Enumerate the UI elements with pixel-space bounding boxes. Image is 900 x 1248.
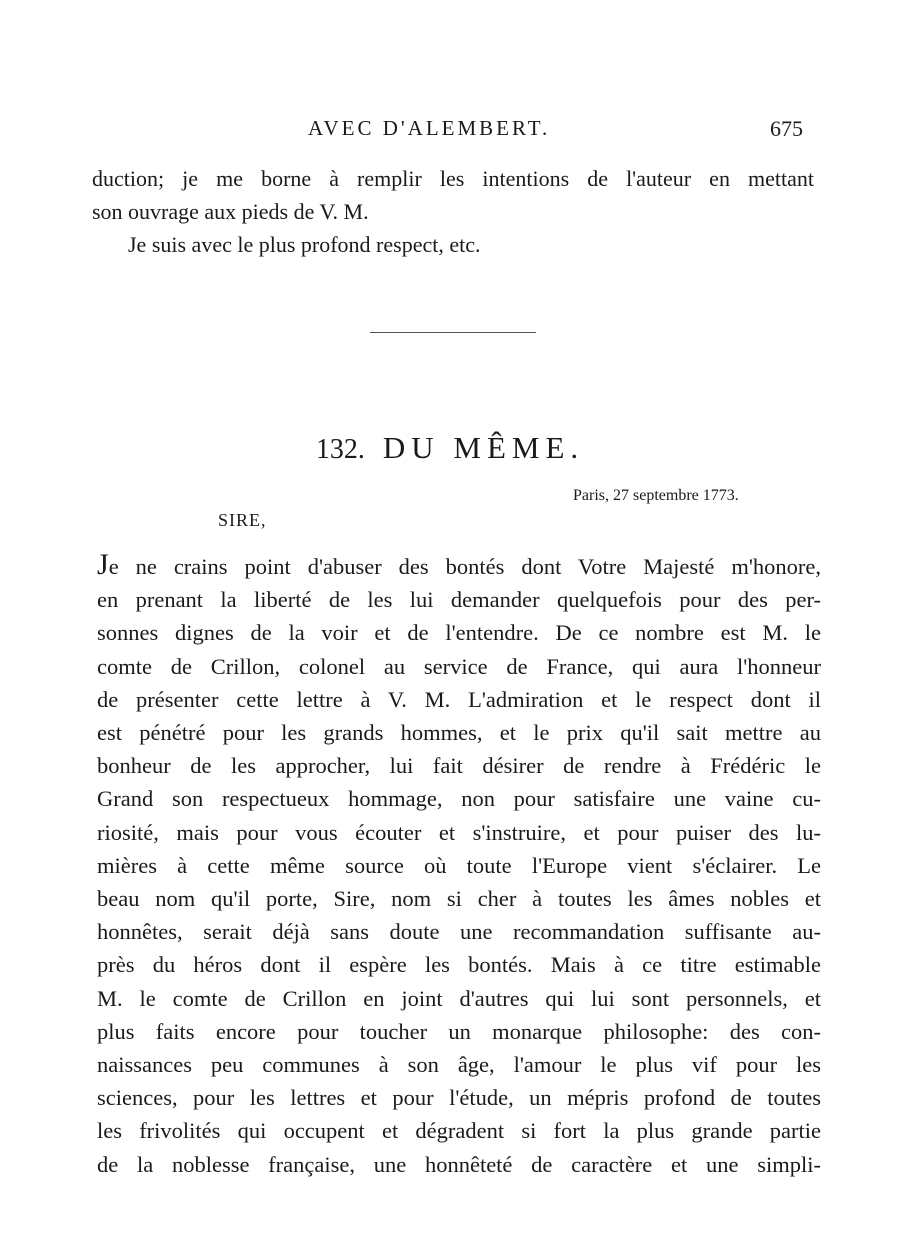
text-line: sciences, pour les lettres et pour l'étude, un mépris profond de toutes (97, 1085, 821, 1111)
letter-heading (0, 430, 900, 466)
text-line: Grand son respectueux hommage, non pour satisfaire une vaine cu- (97, 786, 821, 812)
text-line: sonnes dignes de la voir et de l'entendre. De ce nombre est M. le (97, 620, 821, 646)
text-line: comte de Crillon, colonel au service de France, qui aura l'honneur (97, 653, 821, 679)
letter-body (97, 550, 821, 1181)
text-line: plus faits encore pour toucher un monarque philosophe: des con- (97, 1018, 821, 1044)
section-divider (370, 332, 536, 333)
continued-text (92, 162, 814, 261)
letter-number: 132. (315, 434, 365, 465)
page-number: 675 (770, 116, 803, 141)
drop-cap: J (97, 548, 109, 581)
text-line: naissances peu communes à son âge, l'amour le plus vif pour les (97, 1052, 821, 1078)
running-head-title: AVEC D'ALEMBERT. (308, 116, 551, 140)
text-line: son ouvrage aux pieds de V. M. (92, 199, 369, 224)
text-line: les frivolités qui occupent et dégradent si fort la plus grande partie (97, 1118, 821, 1144)
salutation: SIRE, (218, 510, 267, 530)
closing-formula: Je suis avec le plus profond respect, etc. (128, 232, 481, 257)
text-line-first (97, 550, 821, 583)
text-line: en prenant la liberté de les lui demander quelquefois pour des per- (97, 587, 821, 613)
text-line: beau nom qu'il porte, Sire, nom si cher à toutes les âmes nobles et (97, 886, 821, 912)
dateline: Paris, 27 septembre 1773. (573, 487, 739, 504)
text-line: duction; je me borne à remplir les intentions de l'auteur en mettant (92, 166, 814, 191)
text-line: de présenter cette lettre à V. M. L'admiration et le respect dont il (97, 686, 821, 712)
text-line: de la noblesse française, une honnêteté de caractère et une simpli- (97, 1151, 821, 1177)
text-line: est pénétré pour les grands hommes, et le prix qu'il sait mettre au (97, 720, 821, 746)
text-line: riosité, mais pour vous écouter et s'instruire, et pour puiser des lu- (97, 819, 821, 845)
text-line: honnêtes, serait déjà sans doute une recommandation suffisante au- (97, 919, 821, 945)
text-line: M. le comte de Crillon en joint d'autres qui lui sont personnels, et (97, 985, 821, 1011)
text-line: mières à cette même source où toute l'Europe vient s'éclairer. Le (97, 852, 821, 878)
text-line-rest: e ne crains point d'abuser des bontés dont Votre Majesté m'honore, (108, 554, 821, 579)
text-line: près du héros dont il espère les bontés. Mais à ce titre estimable (97, 952, 821, 978)
text-line: bonheur de les approcher, lui fait désirer de rendre à Frédéric le (97, 753, 821, 779)
running-head (0, 116, 900, 146)
letter-title: DU MÊME. (382, 430, 585, 465)
